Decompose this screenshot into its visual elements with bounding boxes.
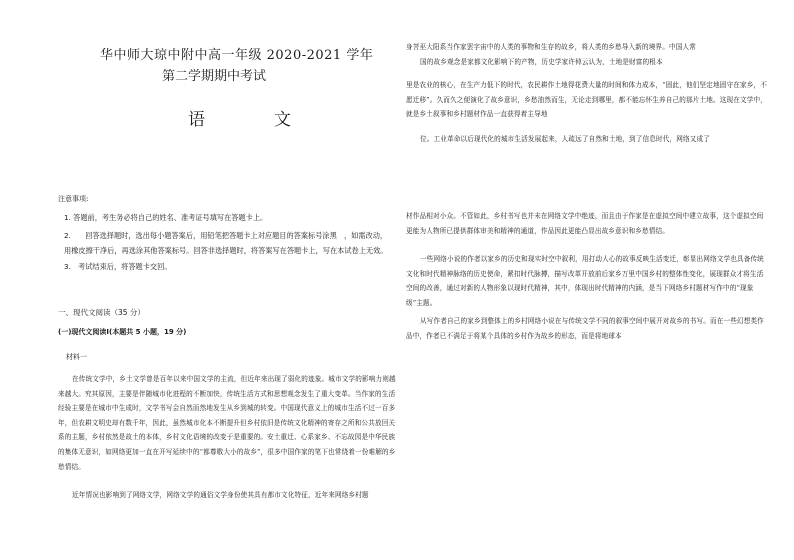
subject-title: 语 文 bbox=[188, 110, 317, 130]
right-paragraph-6: 从写作者自己的家乡到整体上的乡村网络小说在与传统文学不同的叙事空间中展开对故乡的书写。而在一些幻想类作品中，作者已不满足于将某个具体的乡村作为故乡的形态，而是将地球本 bbox=[406, 317, 764, 340]
section-title: 一、现代文阅读（35 分） bbox=[58, 308, 145, 317]
notice-item-2: 2. 回答选择题时，选出每小题答案后，用铅笔把答题卡上对应题目的答案标号涂黑 ，如需改动，用橡皮擦干净后，再选涂其他答案标号。回答非选择题时，将答案写在答题卡上，写在本试卷上无效。 bbox=[64, 231, 388, 255]
section-subtitle: (一)现代文阅读Ⅰ(本题共 5 小题，19 分) bbox=[58, 328, 187, 336]
notice-item-3: 3. 考试结束后，将答题卡交回。 bbox=[64, 262, 172, 271]
notice-item-1: 1. 答题前，考生务必将自己的姓名、准考证号填写在答题卡上。 bbox=[64, 213, 268, 222]
right-paragraph-2: 里是农业的核心，在生产力低下的时代，农民耕作土地得花费大量的时间和体力成本，“固此，他们坚定地固守在家乡，不愿迁移”。久而久之便演化了故乡意识，乡愁油然而生，无论走到哪里，都不能忘怀生养自己的那片土地。这现在文学中，就是乡土叙事和乡村题材作品一直获得着主导地 bbox=[406, 81, 767, 119]
right-line-1a: 身菩巫大阳系当作家罢字宙中的人类的事物和生存的故乡，将人类的乡愁导入新的境界。中国人常 bbox=[406, 43, 696, 51]
right-paragraph-5: 一些网络小说的作者以家乡的历史和现实时空中叙利，用打动人心的故事反映生活变迁，彰显出网络文学也具备传统文化和时代精神脉络的历史使命，紧扣时代脉搏，描写改革开放前后家乡万里中国乡村的整体性变化，展现群众才将生活空间的改善，通过对新的人物形象以现时代精神，其中，体现出时代精神的内涵，是当下网络乡村题材写作中的“现象级”主题。 bbox=[406, 255, 764, 307]
right-paragraph-1 bbox=[406, 40, 770, 69]
left-paragraph-2: 近年情况也影响到了网络文学，网络文学的通俗文学身份使其具有都市文化特征，近年来网络乡村题 bbox=[72, 491, 369, 499]
right-paragraph-3: 位。工业革命以后现代化的城市生活发展起来，人疏远了自然和土地，到了信息时代，网络又成了 bbox=[420, 135, 710, 143]
right-line-1b: 国的故乡观念是家都文化影响下的产物，历史学家许倬云认为，土地是财富的根本 bbox=[420, 57, 663, 66]
exam-school-title: 华中师大琼中附中高一年级 2020-2021 学年 bbox=[100, 48, 374, 63]
exam-term-title: 第二学期期中考试 bbox=[162, 69, 267, 84]
right-paragraph-4: 材作品相对小众。不管如此，乡村书写也并未在网络文学中绝迹，而且由于作家是在虚拟空间中建立故事，这个虚拟空间更能为人物所已提供群体审美和精神的通道，作品因此更能凸显出故乡意识和乡愁情结。 bbox=[406, 212, 764, 235]
material-label: 材料一 bbox=[66, 353, 87, 361]
notice-label: 注意事项: bbox=[58, 195, 89, 203]
left-paragraph-1: 在传统文学中，乡土文学曾是百年以来中国文学的主流，但近年来出现了弱化的迹象。城市文学的影响力则越来越大。究其原因，主要是伴随城市化进程的不断加快，传统生活方式和思想观念发生了重大变革。当作家的生活经验主要是在城市中生成时，文学书写会自然而然地发生从乡到城的转变。中国现代意义上的城市生活不过一百多年，但农耕文明史却有数千年，因此，虽然城市化本不断提升但乡村依旧是传统文化精神的寄存之所和公共放回关系的主题，乡村依然是故土的本体，乡村文化语境的改变于是重要的。安土重迁、心系家乡、不忘故园是中华民族的集体无意识，如网络更加一直在开写延续中的“都尊敬大小的故乡”，很多中国作家的笔下也常绕着一份难解的乡愁情结。 bbox=[58, 375, 396, 471]
